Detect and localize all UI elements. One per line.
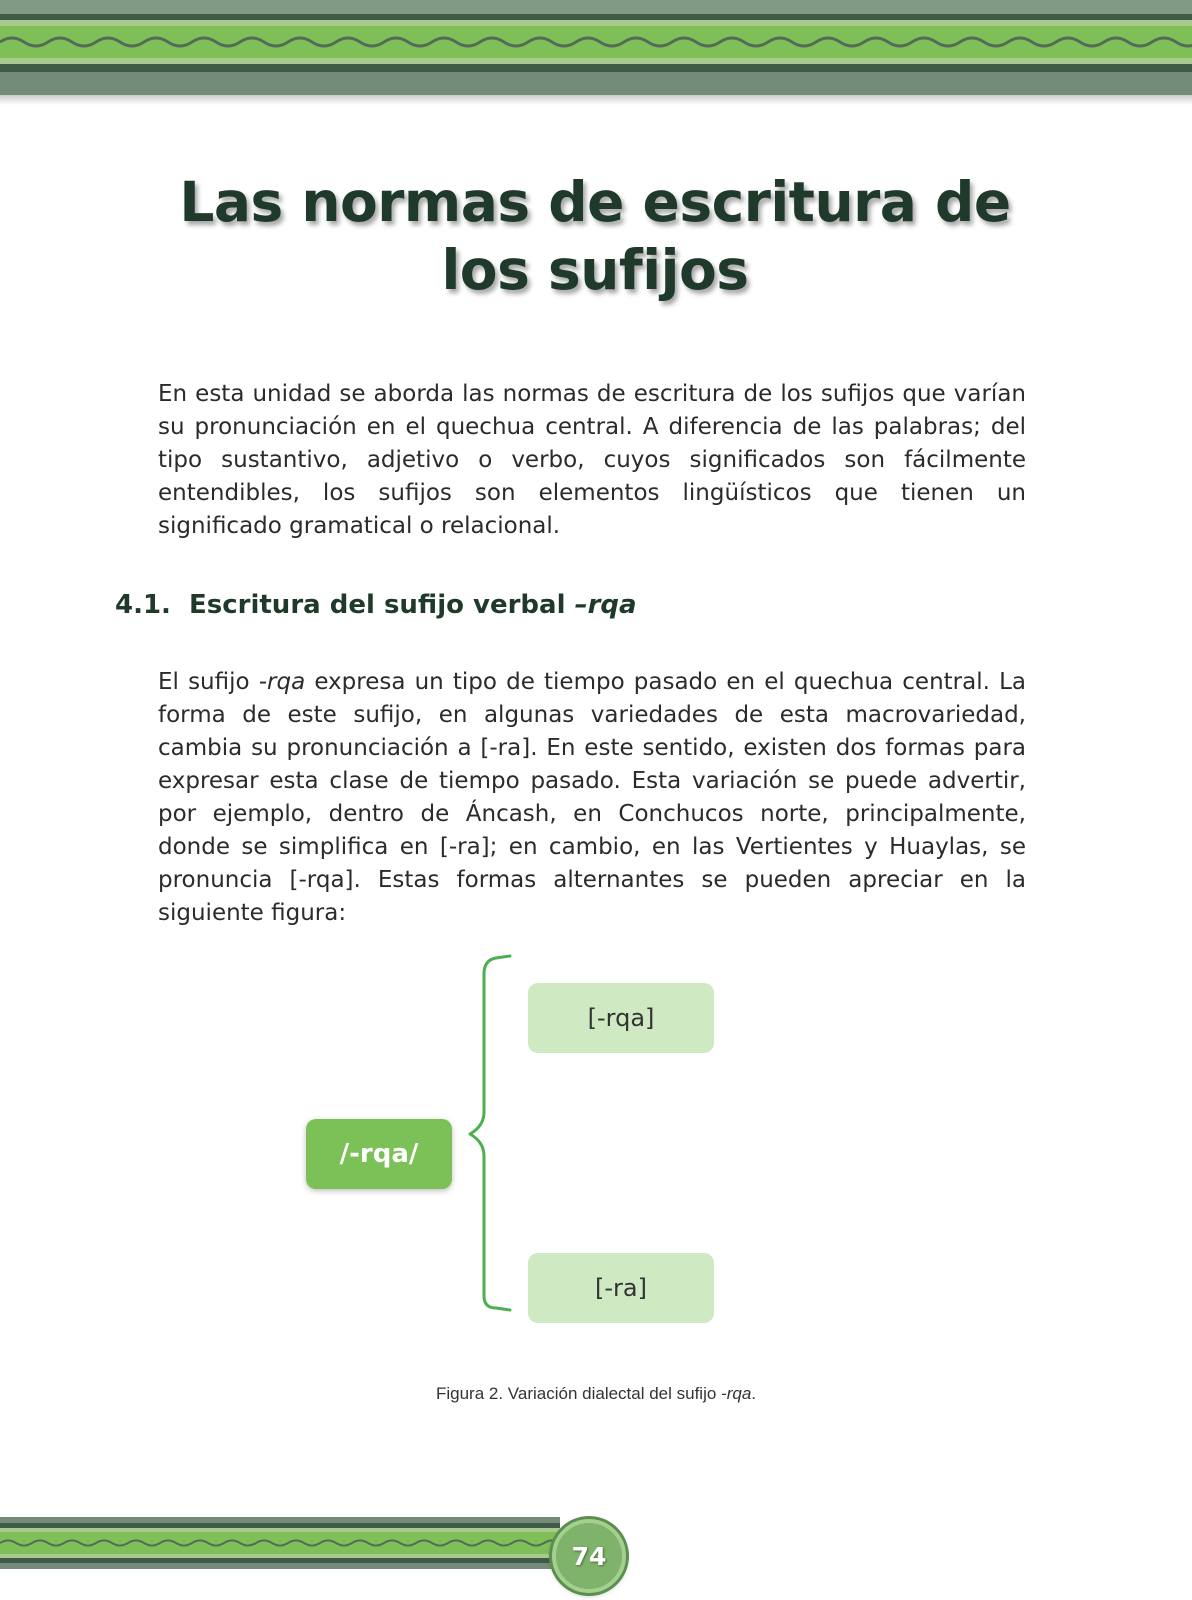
phoneme-box: /-rqa/ xyxy=(306,1119,452,1189)
figure-caption xyxy=(0,1384,1192,1404)
variant-box-ra: [-ra] xyxy=(528,1253,714,1323)
body-text-start: El sufijo xyxy=(158,669,259,695)
top-decorative-band xyxy=(0,0,1192,95)
page-title: Las normas de escritura de los sufijos xyxy=(179,170,1011,302)
variant-box-rqa: [-rqa] xyxy=(528,983,714,1053)
section-number: 4.1. xyxy=(115,590,171,620)
section-heading xyxy=(115,590,637,620)
section-title-suffix: –rqa xyxy=(574,590,637,620)
caption-end: . xyxy=(751,1384,757,1403)
page-number-badge: 74 xyxy=(552,1519,626,1593)
caption-italic: -rqa xyxy=(721,1384,752,1403)
intro-paragraph: En esta unidad se aborda las normas de escritura de los sufijos que varían su pronunciación en el quechua central. A diferencia de las palabras; del tipo sustantivo, adjetivo o verbo, cuyos significados son fácilmente entendibles, los sufijos son elementos lingüísticos que tienen un significado gramatical o relacional. xyxy=(158,381,1026,539)
band-shadow xyxy=(0,95,1192,105)
caption-text: Figura 2. Variación dialectal del sufijo xyxy=(435,1384,722,1403)
body-text-italic: -rqa xyxy=(258,669,306,695)
section-title: Escritura del sufijo verbal xyxy=(189,590,575,620)
body-text-rest: expresa un tipo de tiempo pasado en el quechua central. La forma de este sufijo, en algunas variedades de esta macrovariedad, cambia su pronunciación a [-ra]. En este sentido, existen dos formas para expresar esta clase de tiempo pasado. Esta variación se puede advertir, por ejemplo, dentro de Áncash, en Conchucos norte, principalmente, donde se simplifica en [-ra]; en cambio, en las Vertientes y Huaylas, se pronuncia [-rqa]. Estas formas alternantes se pueden apreciar en la siguiente figura: xyxy=(158,669,1026,926)
brace-connector xyxy=(462,952,522,1312)
body-paragraph xyxy=(158,666,1026,930)
bottom-decorative-band xyxy=(0,1517,560,1569)
variation-figure xyxy=(0,940,1192,1340)
